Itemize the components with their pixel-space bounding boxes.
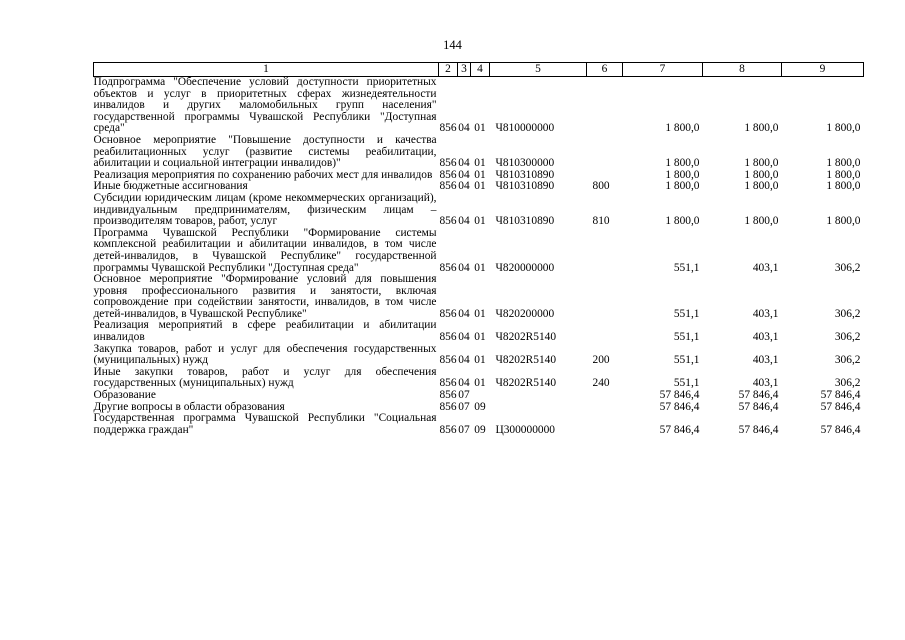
amount-cell-9: 1 800,0 <box>826 215 861 228</box>
subsection-code-cell: 09 <box>474 400 486 413</box>
subsection-code-cell: 01 <box>474 215 486 228</box>
expense-type-cell <box>587 402 623 414</box>
subsection-code-cell: 01 <box>474 307 486 320</box>
amount-cell-9: 1 800,0 <box>826 122 861 135</box>
target-article-cell: Ч820200000 <box>495 307 555 320</box>
expense-type-cell: 800 <box>592 180 610 193</box>
row-name-cell: Субсидии юридическим лицам (кроме некоммерческих организаций), индивидуальным предпринимателям, физическим лицам – производителям товаров, работ, услуг <box>93 191 437 228</box>
amount-cell-7: 57 846,4 <box>659 400 700 413</box>
row-name-cell: Закупка товаров, работ и услуг для обеспечения государственных (муниципальных) нужд <box>93 342 437 367</box>
amount-cell-8: 57 846,4 <box>738 400 779 413</box>
target-article-cell <box>490 390 587 402</box>
expense-type-cell <box>587 228 623 274</box>
expense-type-cell: 810 <box>592 215 610 228</box>
target-article-cell: Ч810300000 <box>495 157 555 170</box>
amount-cell-8: 57 846,4 <box>738 423 779 436</box>
target-article-cell <box>490 402 587 414</box>
amount-cell-9: 1 800,0 <box>826 157 861 170</box>
gr-code-cell: 856 <box>439 307 457 320</box>
target-article-cell: Ч810000000 <box>495 122 555 135</box>
row-name-cell: Образование <box>93 389 156 402</box>
target-article-cell: Ч810310890 <box>495 180 555 193</box>
amount-cell-9: 306,2 <box>834 377 861 390</box>
amount-cell-8: 403,1 <box>752 261 779 274</box>
row-name-cell: Иные закупки товаров, работ и услуг для обеспечения государственных (муниципальных) нужд <box>93 365 437 390</box>
gr-code-cell: 856 <box>439 354 457 367</box>
gr-code-cell: 856 <box>439 157 457 170</box>
subsection-code-cell: 01 <box>474 354 486 367</box>
amount-cell-9: 1 800,0 <box>826 180 861 193</box>
header-cell: 8 <box>703 63 782 77</box>
row-name-cell: Иные бюджетные ассигнования <box>93 180 248 193</box>
page-number: 144 <box>443 38 462 52</box>
header-cell: 1 <box>94 63 439 77</box>
section-code-cell: 04 <box>458 215 470 228</box>
subsection-code-cell: 01 <box>474 122 486 135</box>
header-cell: 5 <box>490 63 587 77</box>
expense-type-cell <box>587 77 623 135</box>
row-name-cell: Другие вопросы в области образования <box>93 400 285 413</box>
amount-cell-9: 306,2 <box>834 331 861 344</box>
amount-cell-7: 1 800,0 <box>665 215 700 228</box>
gr-code-cell: 856 <box>439 377 457 390</box>
target-article-cell: Ч820000000 <box>495 261 555 274</box>
amount-cell-8: 57 846,4 <box>738 389 779 402</box>
section-code-cell: 04 <box>458 307 470 320</box>
target-article-cell: Ч810310890 <box>495 215 555 228</box>
expense-type-cell <box>587 274 623 320</box>
expense-type-cell <box>587 413 623 436</box>
table-row <box>94 320 864 343</box>
header-cell: 6 <box>587 63 623 77</box>
amount-cell-9: 306,2 <box>834 307 861 320</box>
amount-cell-8: 1 800,0 <box>744 157 779 170</box>
amount-cell-8: 1 800,0 <box>744 215 779 228</box>
table-row <box>94 390 864 402</box>
header-cell: 9 <box>782 63 864 77</box>
section-code-cell: 04 <box>458 157 470 170</box>
gr-code-cell: 856 <box>439 400 457 413</box>
subsection-code-cell <box>471 390 490 402</box>
header-cell: 3 <box>458 63 471 77</box>
subsection-code-cell: 09 <box>474 423 486 436</box>
table-row <box>94 344 864 367</box>
table-row <box>94 193 864 228</box>
amount-cell-9: 57 846,4 <box>820 389 861 402</box>
amount-cell-7: 1 800,0 <box>665 180 700 193</box>
amount-cell-7: 1 800,0 <box>665 122 700 135</box>
amount-cell-8: 403,1 <box>752 307 779 320</box>
header-cell: 2 <box>439 63 458 77</box>
amount-cell-7: 57 846,4 <box>659 389 700 402</box>
gr-code-cell: 856 <box>439 122 457 135</box>
subsection-code-cell: 01 <box>474 157 486 170</box>
header-cell: 7 <box>623 63 703 77</box>
amount-cell-7: 551,1 <box>673 307 700 320</box>
amount-cell-8: 403,1 <box>752 377 779 390</box>
amount-cell-9: 306,2 <box>834 354 861 367</box>
row-name-cell: Программа Чувашской Республики "Формирование системы комплексной реабилитации и абилитации инвалидов, в том числе детей-инвалидов, в Чувашской Республике" государственной программы Чувашской Республики "Доступная среда" <box>93 226 437 274</box>
amount-cell-7: 1 800,0 <box>665 157 700 170</box>
expense-type-cell: 200 <box>592 354 610 367</box>
row-name-cell: Подпрограмма "Обеспечение условий доступности приоритетных объектов и услуг в приоритетных сферах жизнедеятельности инвалидов и других маломобильных групп населения" государственной программы Чувашской Республики "Доступная среда" <box>93 76 437 135</box>
target-article-cell: Ч8202R5140 <box>495 331 557 344</box>
gr-code-cell: 856 <box>439 261 457 274</box>
row-name-cell: Реализация мероприятий в сфере реабилитации и абилитации инвалидов <box>93 319 437 344</box>
gr-code-cell: 856 <box>439 180 457 193</box>
expense-type-cell <box>587 320 623 343</box>
subsection-code-cell: 01 <box>474 168 486 181</box>
amount-cell-8: 1 800,0 <box>744 168 779 181</box>
section-code-cell: 04 <box>458 122 470 135</box>
table-row <box>94 135 864 170</box>
table-row <box>94 413 864 436</box>
gr-code-cell: 856 <box>439 168 457 181</box>
section-code-cell: 04 <box>458 377 470 390</box>
amount-cell-7: 551,1 <box>673 377 700 390</box>
amount-cell-9: 57 846,4 <box>820 400 861 413</box>
amount-cell-9: 306,2 <box>834 261 861 274</box>
amount-cell-7: 551,1 <box>673 354 700 367</box>
expense-type-cell <box>587 135 623 170</box>
subsection-code-cell: 01 <box>474 331 486 344</box>
table-row <box>94 367 864 390</box>
table-header-row <box>94 63 864 77</box>
amount-cell-9: 1 800,0 <box>826 168 861 181</box>
gr-code-cell: 856 <box>439 331 457 344</box>
table-row <box>94 77 864 135</box>
expense-type-cell: 240 <box>592 377 610 390</box>
row-name-cell: Государственная программа Чувашской Республики "Социальная поддержка граждан" <box>93 412 437 436</box>
amount-cell-7: 551,1 <box>673 331 700 344</box>
amount-cell-8: 403,1 <box>752 354 779 367</box>
section-code-cell: 04 <box>458 180 470 193</box>
row-name-cell: Основное мероприятие "Формирование условий для повышения уровня профессионального развития и занятости, включая сопровождение при содействии занятости, инвалидов, в том числе детей-инвалидов, в Чувашской Республике" <box>93 273 437 320</box>
subsection-code-cell: 01 <box>474 377 486 390</box>
amount-cell-7: 551,1 <box>673 261 700 274</box>
amount-cell-8: 1 800,0 <box>744 180 779 193</box>
gr-code-cell: 856 <box>439 215 457 228</box>
target-article-cell: Ч810310890 <box>495 168 555 181</box>
section-code-cell: 04 <box>458 261 470 274</box>
gr-code-cell: 856 <box>439 423 457 436</box>
section-code-cell: 07 <box>458 423 470 436</box>
section-code-cell: 07 <box>458 389 470 402</box>
section-code-cell: 04 <box>458 331 470 344</box>
row-name-cell: Основное мероприятие "Повышение доступности и качества реабилитационных услуг (развитие системы реабилитации, абилитации и социальной интеграции инвалидов)" <box>93 133 437 170</box>
target-article-cell: Ч8202R5140 <box>495 354 557 367</box>
subsection-code-cell: 01 <box>474 261 486 274</box>
gr-code-cell: 856 <box>439 389 457 402</box>
target-article-cell: Ч8202R5140 <box>495 377 557 390</box>
table-row <box>94 228 864 274</box>
expense-type-cell <box>587 390 623 402</box>
section-code-cell: 07 <box>458 400 470 413</box>
target-article-cell: Ц300000000 <box>495 423 555 436</box>
row-name-cell: Реализация мероприятия по сохранению рабочих мест для инвалидов <box>93 168 433 181</box>
amount-cell-8: 1 800,0 <box>744 122 779 135</box>
header-cell: 4 <box>471 63 490 77</box>
table-row <box>94 274 864 320</box>
amount-cell-9: 57 846,4 <box>820 423 861 436</box>
subsection-code-cell: 01 <box>474 180 486 193</box>
section-code-cell: 04 <box>458 354 470 367</box>
budget-table <box>93 62 864 436</box>
amount-cell-7: 57 846,4 <box>659 423 700 436</box>
amount-cell-7: 1 800,0 <box>665 168 700 181</box>
section-code-cell: 04 <box>458 168 470 181</box>
amount-cell-8: 403,1 <box>752 331 779 344</box>
